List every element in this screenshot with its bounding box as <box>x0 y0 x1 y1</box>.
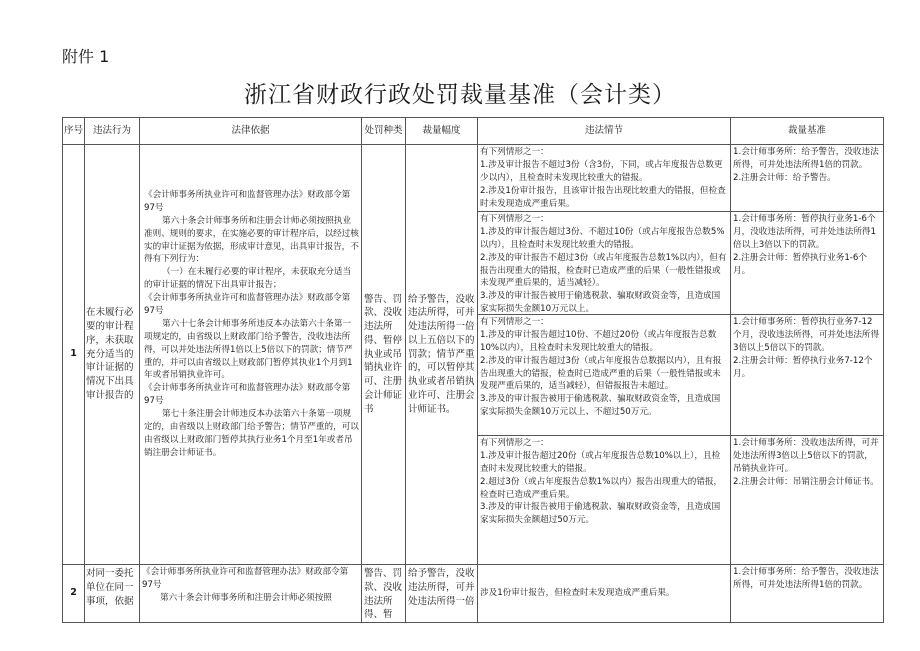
situation-text: 2.涉及的审计报告超过3份（或占年度报告总数据以内），且有报告出现重大的错报，检查时已造成严重的后果（一般性错报或未发现严重后果的，适当减轻），但错报报告未超过。 <box>480 355 722 392</box>
law-text: 第七十条注册会计师违反本办法第六十条第一项规定的，由省级以上财政部门给予警告；情节严重的，可以由省级以上财政部门暂停其执行业务1个月至1年或者吊销注册会计师证书。 <box>144 409 359 458</box>
header-kind: 处罚种类 <box>362 118 406 145</box>
situation-level-1 <box>478 145 730 211</box>
law-text: 第六十条会计师事务所和注册会计师必须按照 <box>160 592 332 603</box>
situation-text: 有下列情形之一： <box>480 438 549 448</box>
penalty-table <box>62 117 884 623</box>
header-standard: 裁量基准 <box>731 118 884 145</box>
standard-column <box>731 145 884 565</box>
situation-text: 3.涉及的审计报告被用于偷逃税款、骗取财政资金等，且造成国家实际损失金额10万元以上、不超过50万元。 <box>480 394 721 418</box>
page-title: 浙江省财政行政处罚裁量基准（会计类） <box>244 82 676 108</box>
law-text: （一）在未履行必要的审计程序，未获取充分适当的审计证据的情况下出具审计报告； <box>144 267 352 291</box>
header-range: 裁量幅度 <box>406 118 478 145</box>
standard-level-4 <box>731 435 883 526</box>
law-text: 第六十七条会计师事务所违反本办法第六十条第一项规定的，由省级以上财政部门给予警告，没收违法所得，可以并处违法所得1倍以上5倍以下的罚款；情节严重的，并可以由省级以上财政部门暂停其执业1个月到1年或者吊销执业许可。 <box>144 318 353 381</box>
standard-text: 1.会计师事务所：暂停执行业务1-6个月，没收违法所得，可并处违法所得1倍以上3倍以下的罚款。 <box>733 214 876 250</box>
header-situation: 违法情节 <box>478 118 731 145</box>
situation-text: 3.涉及的审计报告被用于偷逃税款、骗取财政资金等，且造成国家实际损失金额10万元以上。 <box>480 291 721 315</box>
table-row <box>63 145 884 565</box>
standard-text: 2.注册会计师：暂停执行业务7-12个月。 <box>733 355 873 379</box>
table-row <box>63 565 884 623</box>
standard-text: 1.会计师事务所：没收违法所得，可并处违法所得3倍以上5倍以下的罚款，吊销执业许可。 <box>733 438 879 474</box>
standard-level-3 <box>731 314 883 435</box>
law-text: 《会计师事务所执业许可和监督管理办法》财政部令第97号 <box>144 293 351 317</box>
standard-text: 2.注册会计师：暂停执行业务1-6个月。 <box>733 252 867 276</box>
legal-basis <box>140 145 362 565</box>
standard-level-1 <box>731 145 883 211</box>
law-text: 第六十条会计师事务所和注册会计师必须按照执业准则、规则的要求，在实施必要的审计程序后，以经过核实的审计证据为依据，形成审计意见，出具审计报告，不得有下列行为： <box>144 215 359 265</box>
law-text: 《会计师事务所执业许可和监督管理办法》财政部令第97号 <box>142 567 349 590</box>
row-number: 1 <box>63 145 85 565</box>
situation-level-2 <box>478 211 730 314</box>
law-text: 《会计师事务所执业许可和监督管理办法》财政部令第97号 <box>144 190 351 213</box>
situation-text: 1.涉及的审计报告超过10份、不超过20份（或占年度报告总数10%以内），且检查时未发现比较重大的错报。 <box>480 329 717 353</box>
situation-level-3 <box>478 314 730 435</box>
situation-column <box>478 145 731 565</box>
situation-text: 2.超过3份（或占年度报告总数1%以内）报告出现重大的错报，检查时已造成严重后果。 <box>480 476 723 500</box>
header-act: 违法行为 <box>85 118 140 145</box>
header-law: 法律依据 <box>140 118 362 145</box>
standard-text: 2.注册会计师：吊销注册会计师证书。 <box>733 476 879 487</box>
situation-text: 有下列情形之一： <box>480 214 549 224</box>
standard-text: 1.会计师事务所：给予警告，没收违法所得，可并处违法所得1倍的罚款。 <box>731 565 884 623</box>
violation-act: 对同一委托单位在同一事项，依据 <box>85 565 140 623</box>
situation-text: 2.涉及1份审计报告，且该审计报告出现比较重大的错报，但检查时未发现造成严重后果。 <box>480 185 726 209</box>
situation-text: 1.涉及的审计报告超过3份、不超过10份（或占年度报告总数5%以内），且检查时未发现比较重大的错报。 <box>480 226 725 250</box>
situation-text: 3.涉及的审计报告被用于偷逃税款、骗取财政资金等，且造成国家实际损失金额超过50万元。 <box>480 502 721 526</box>
violation-act: 在未履行必要的审计程序，未获取充分适当的审计证据的情况下出具审计报告的 <box>85 145 140 565</box>
standard-text: 1.会计师事务所：给予警告，没收违法所得，可并处违法所得1倍的罚款。 <box>733 147 879 170</box>
situation-text: 2.涉及的审计报告不超过3份（或占年度报告总数1%以内），但有报告出现重大的错报，检查时已造成严重的后果（一般性错报或未发现严重后果的，适当减轻）。 <box>480 252 727 289</box>
situation-text: 涉及1份审计报告，但检查时未发现造成严重后果。 <box>478 565 731 623</box>
penalty-range: 给予警告，没收违法所得，可并处违法所得一倍以上五倍以下的罚款；情节严重的，可以暂停其执业或者吊销执业许可、注册会计师证书。 <box>406 145 478 565</box>
standard-text: 2.注册会计师：给予警告。 <box>733 172 836 183</box>
penalty-range: 给予警告，没收违法所得，可并处违法所得一倍 <box>406 565 478 623</box>
law-text: 《会计师事务所执业许可和监督管理办法》财政部令第97号 <box>144 383 351 407</box>
penalty-kind: 警告、罚款、没收违法所得、暂停执业或吊销执业许可、注册会计师证书 <box>362 145 406 565</box>
table-header-row <box>63 118 884 145</box>
annex-label: 附件 1 <box>62 47 110 66</box>
situation-level-4 <box>478 435 730 526</box>
situation-text: 1.涉及审计报告超过20份（或占年度报告总数10%以上），且检查时未发现比较重大的错报。 <box>480 450 721 474</box>
situation-text: 1.涉及审计报告不超过3份（含3份，下同，或占年度报告总数更少以内），且检查时未发现比较重大的错报。 <box>480 159 723 183</box>
legal-basis <box>140 565 362 623</box>
standard-level-2 <box>731 211 883 314</box>
header-no: 序号 <box>63 118 85 145</box>
situation-text: 有下列情形之一： <box>480 147 549 157</box>
standard-text: 1.会计师事务所：暂停执行业务7-12个月，没收违法所得，可并处违法所得3倍以上5倍以下的罚款。 <box>733 317 880 353</box>
situation-text: 有下列情形之一： <box>480 317 549 327</box>
row-number: 2 <box>63 565 85 623</box>
penalty-kind: 警告、罚款、没收违法所得、暂 <box>362 565 406 623</box>
